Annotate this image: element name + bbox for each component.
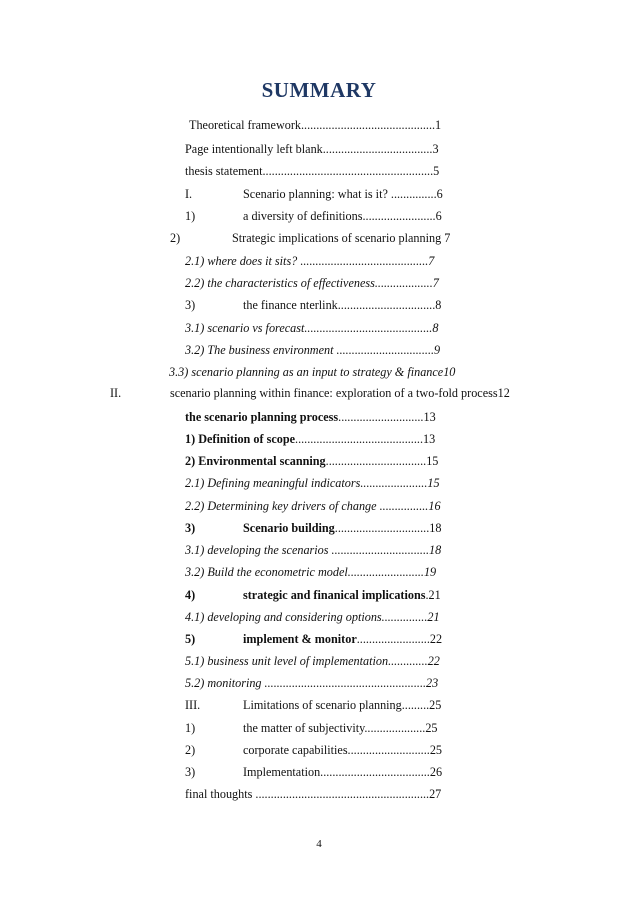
toc-entry-number: 5) — [185, 632, 196, 646]
toc-entry-label: thesis statement........................................................5 — [185, 164, 440, 178]
toc-entry-final-thoughts[interactable] — [185, 786, 441, 802]
toc-entry-label: 3.1) developing the scenarios ................................18 — [185, 543, 442, 557]
toc-entry-scenario-planning-what[interactable] — [185, 186, 443, 202]
toc-entry-where-does-it-sit[interactable] — [185, 253, 434, 269]
toc-entry-label-bold: Scenario building — [243, 521, 335, 535]
toc-entry-label: 3.1) scenario vs forecast..........................................8 — [185, 321, 439, 335]
toc-entry-business-unit-level[interactable] — [185, 653, 440, 669]
toc-entry-label: a diversity of definitions........................6 — [243, 209, 442, 223]
toc-entry-label: 3.2) Build the econometric model.........................19 — [185, 565, 437, 579]
toc-entry-number: 3) — [185, 298, 196, 312]
toc-entry-number: 3) — [185, 765, 196, 779]
toc-entry-number: 1) — [185, 721, 196, 735]
toc-entry-definition-of-scope[interactable] — [185, 431, 435, 447]
toc-entry-theoretical-framework[interactable] — [189, 117, 441, 133]
toc-entry-label-bold: strategic and finanical implications — [243, 588, 426, 602]
toc-entry-label: Page intentionally left blank....................................3 — [185, 142, 439, 156]
toc-entry-number: 3) — [185, 521, 196, 535]
toc-entry-label-bold: implement & monitor — [243, 632, 357, 646]
toc-entry-strategic-financial-implications[interactable] — [185, 587, 441, 603]
toc-entry-implement-monitor[interactable] — [185, 631, 442, 647]
toc-entry-characteristics-effectiveness[interactable] — [185, 275, 439, 291]
toc-entry-label: the finance nterlink................................8 — [243, 298, 442, 312]
toc-entry-label: Theoretical framework............................................1 — [189, 118, 442, 132]
toc-entry-label: final thoughts .........................................................27 — [185, 787, 442, 801]
toc-entry-number: 4) — [185, 588, 196, 602]
page-number: 4 — [316, 838, 322, 850]
toc-entry-meaningful-indicators[interactable] — [185, 475, 440, 491]
toc-entry-number: II. — [110, 386, 122, 400]
toc-entry-within-finance[interactable] — [110, 385, 510, 401]
toc-entry-label: 2.1) where does it sits? ..........................................7 — [185, 254, 435, 268]
toc-entry-label: 5.2) monitoring .....................................................23 — [185, 676, 439, 690]
toc-entry-strategic-implications[interactable] — [170, 230, 450, 246]
toc-entry-label-bold: 1) Definition of scope — [185, 432, 296, 446]
toc-entry-label: 3.2) The business environment ................................9 — [185, 343, 441, 357]
toc-entry-planning-process[interactable] — [185, 409, 436, 425]
toc-entry-label: 2.1) Defining meaningful indicators......................15 — [185, 476, 440, 490]
toc-entry-label: Scenario planning: what is it? ...............6 — [243, 187, 443, 201]
toc-entry-number: 2) — [170, 231, 181, 245]
toc-entry-implementation[interactable] — [185, 764, 442, 780]
toc-entry-label: 2.2) Determining key drivers of change ................16 — [185, 499, 441, 513]
toc-entry-leader: ........................22 — [356, 632, 443, 646]
toc-entry-number: I. — [185, 187, 193, 201]
toc-entry-label: 5.1) business unit level of implementation.............22 — [185, 654, 440, 668]
toc-entry-number: 1) — [185, 209, 196, 223]
toc-entry-label: 3.3) scenario planning as an input to strategy & finance10 — [169, 365, 456, 379]
toc-entry-diversity-definitions[interactable] — [185, 208, 442, 224]
toc-entry-business-environment[interactable] — [185, 342, 440, 358]
toc-entry-thesis-statement[interactable] — [185, 163, 439, 179]
toc-entry-label: 2.2) the characteristics of effectiveness...................7 — [185, 276, 439, 290]
toc-entry-label-bold: the scenario planning process — [185, 410, 339, 424]
toc-entry-finance-interlink[interactable] — [185, 297, 441, 313]
toc-entry-label: scenario planning within finance: exploration of a two-fold process12 — [170, 386, 510, 400]
toc-entry-leader: ...............................18 — [334, 521, 442, 535]
toc-entry-key-drivers[interactable] — [185, 498, 441, 514]
toc-entry-label: Strategic implications of scenario planning 7 — [232, 231, 451, 245]
toc-entry-environmental-scanning[interactable] — [185, 453, 438, 469]
toc-entry-label-bold: 2) Environmental scanning — [185, 454, 326, 468]
toc-entry-developing-scenarios[interactable] — [185, 542, 441, 558]
toc-entry-econometric-model[interactable] — [185, 564, 436, 580]
toc-entry-leader: ..........................................13 — [295, 432, 436, 446]
toc-entry-monitoring[interactable] — [185, 675, 438, 691]
toc-entry-label: 4.1) developing and considering options...............21 — [185, 610, 440, 624]
toc-entry-limitations[interactable] — [185, 697, 441, 713]
page-title: SUMMARY — [261, 78, 377, 102]
toc-entry-label: Limitations of scenario planning.........25 — [243, 698, 442, 712]
toc-entry-considering-options[interactable] — [185, 609, 440, 625]
toc-entry-subjectivity[interactable] — [185, 720, 438, 736]
toc-entry-page-left-blank[interactable] — [185, 141, 439, 157]
toc-entry-input-to-strategy[interactable] — [169, 364, 455, 380]
toc-entry-corporate-capabilities[interactable] — [185, 742, 442, 758]
toc-entry-label: the matter of subjectivity....................25 — [243, 721, 438, 735]
toc-entry-leader: .21 — [425, 588, 441, 602]
toc-entry-label: corporate capabilities...........................25 — [243, 743, 443, 757]
toc-entry-leader: ............................13 — [338, 410, 436, 424]
toc-entry-number: 2) — [185, 743, 196, 757]
toc-entry-scenario-vs-forecast[interactable] — [185, 320, 438, 336]
toc-entry-scenario-building[interactable] — [185, 520, 441, 536]
toc-entry-label: Implementation....................................26 — [243, 765, 443, 779]
toc-entry-leader: .................................15 — [325, 454, 439, 468]
toc-entry-number: III. — [185, 698, 201, 712]
